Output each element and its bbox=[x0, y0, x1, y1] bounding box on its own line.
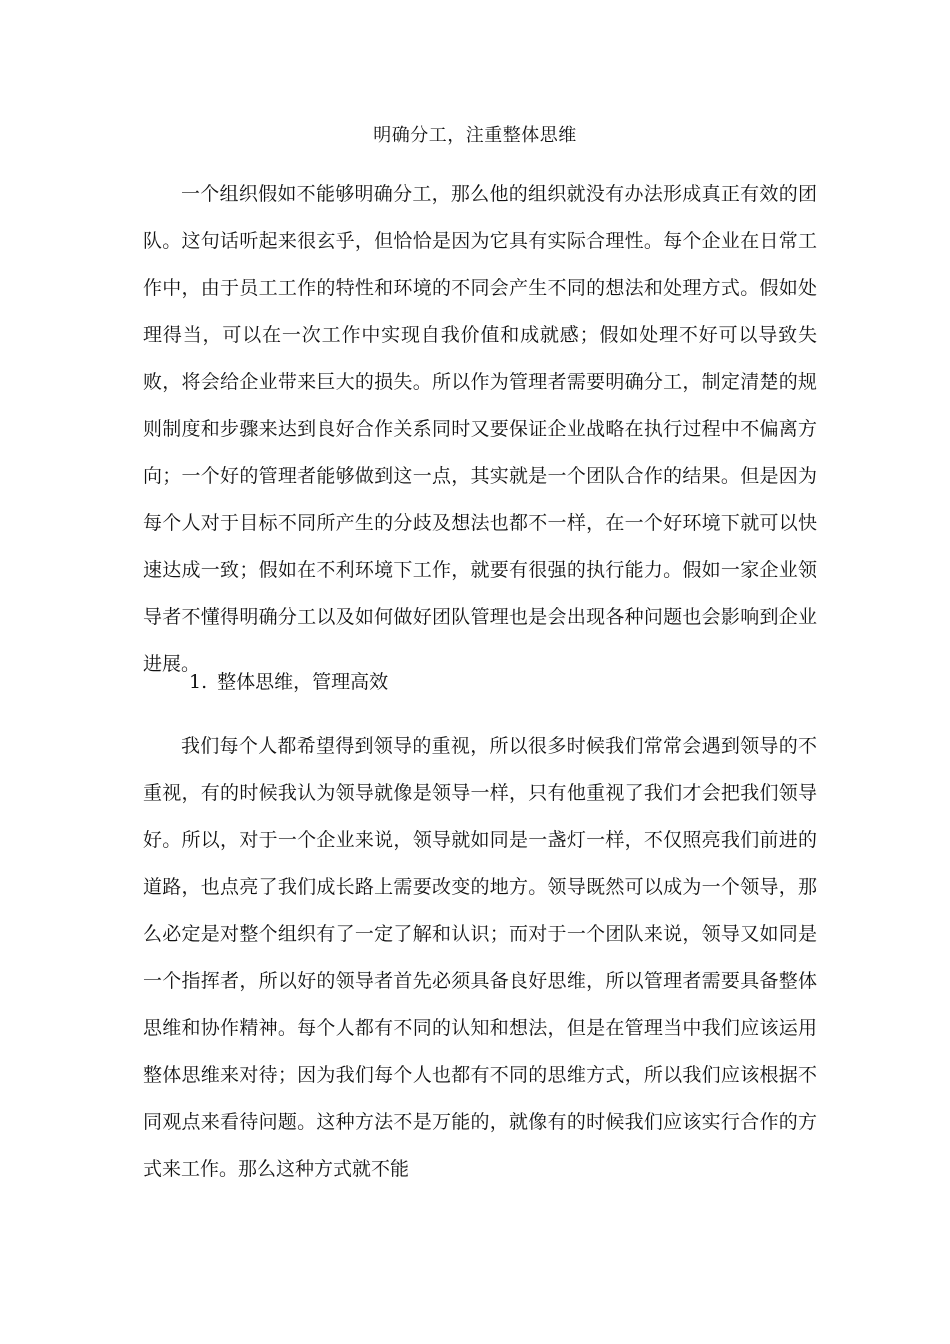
paragraph-1: 一个组织假如不能够明确分工，那么他的组织就没有办法形成真正有效的团队。这句话听起来很玄乎，但恰恰是因为它具有实际合理性。每个企业在日常工作中，由于员工工作的特性和环境的不同会产生不同的想法和处理方式。假如处理得当，可以在一次工作中实现自我价值和成就感；假如处理不好可以导致失败，将会给企业带来巨大的损失。所以作为管理者需要明确分工，制定清楚的规则制度和步骤来达到良好合作关系同时又要保证企业战略在执行过程中不偏离方向；一个好的管理者能够做到这一点，其实就是一个团队合作的结果。但是因为每个人对于目标不同所产生的分歧及想法也都不一样，在一个好环境下就可以快速达成一致；假如在不利环境下工作，就要有很强的执行能力。假如一家企业领导者不懂得明确分工以及如何做好团队管理也是会出现各种问题也会影响到企业进展。 bbox=[143, 183, 817, 675]
document-title: 明确分工，注重整体思维 bbox=[373, 125, 577, 146]
paragraph-2: 我们每个人都希望得到领导的重视，所以很多时候我们常常会遇到领导的不重视，有的时候我认为领导就像是领导一样，只有他重视了我们才会把我们领导好。所以，对于一个企业来说，领导就如同是一盏灯一样，不仅照亮我们前进的道路，也点亮了我们成长路上需要改变的地方。领导既然可以成为一个领导，那么必定是对整个组织有了一定了解和认识；而对于一个团队来说，领导又如同是一个指挥者，所以好的领导者首先必须具备良好思维，所以管理者需要具备整体思维和协作精神。每个人都有不同的认知和想法，但是在管理当中我们应该运用整体思维来对待；因为我们每个人也都有不同的思维方式，所以我们应该根据不同观点来看待问题。这种方法不是万能的，就像有的时候我们应该实行合作的方式来工作。那么这种方式就不能 bbox=[143, 735, 817, 1180]
section-number: 1. bbox=[189, 671, 208, 693]
section-heading-text: 整体思维，管理高效 bbox=[217, 671, 389, 693]
section-heading bbox=[189, 659, 388, 706]
